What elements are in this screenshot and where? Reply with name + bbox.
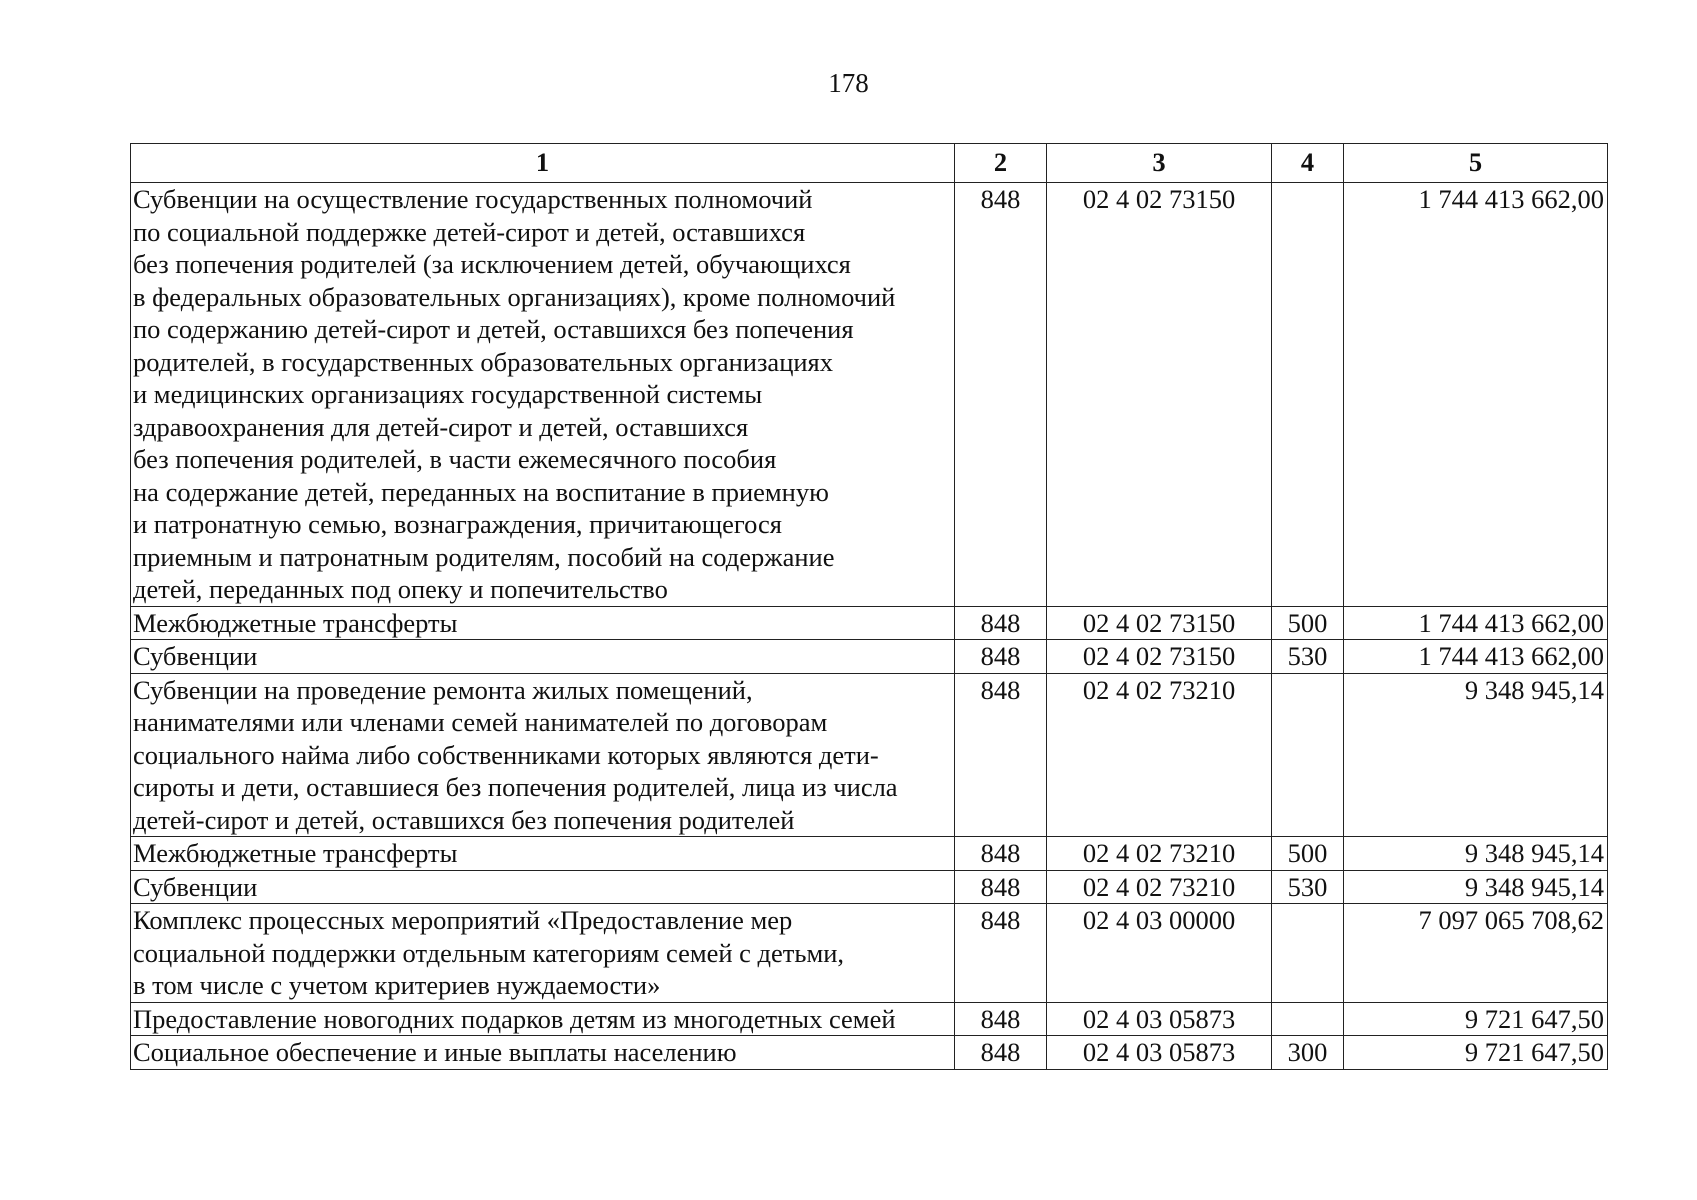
cell-type — [1272, 1002, 1344, 1036]
table-row — [131, 640, 1608, 674]
cell-name — [131, 904, 955, 1003]
cell-admin: 848 — [955, 870, 1047, 904]
cell-code: 02 4 02 73150 — [1047, 640, 1272, 674]
cell-name-line: на содержание детей, переданных на воспитание в приемную — [133, 476, 829, 507]
cell-name — [131, 1036, 955, 1070]
cell-type: 300 — [1272, 1036, 1344, 1070]
cell-name-line: детей-сирот и детей, оставшихся без попечения родителей — [133, 804, 795, 835]
cell-sum: 1 744 413 662,00 — [1344, 640, 1608, 674]
cell-type — [1272, 183, 1344, 607]
cell-sum: 9 348 945,14 — [1344, 870, 1608, 904]
cell-name-line: по социальной поддержке детей-сирот и детей, оставшихся — [133, 216, 806, 247]
cell-code: 02 4 02 73210 — [1047, 870, 1272, 904]
cell-name-line: и медицинских организациях государственной системы — [133, 379, 763, 409]
cell-name-line: Субвенции на осуществление государственных полномочий — [133, 184, 813, 214]
cell-admin: 848 — [955, 606, 1047, 640]
cell-type — [1272, 904, 1344, 1003]
cell-admin: 848 — [955, 837, 1047, 871]
table-header-row — [131, 144, 1608, 183]
cell-name-line: без попечения родителей, в части ежемесячного пособия — [133, 444, 777, 474]
table-row — [131, 606, 1608, 640]
cell-code: 02 4 03 05873 — [1047, 1002, 1272, 1036]
table-row — [131, 1036, 1608, 1070]
cell-name-line: нанимателями или членами семей нанимателей по договорам — [133, 707, 828, 737]
cell-admin: 848 — [955, 640, 1047, 674]
cell-sum: 9 348 945,14 — [1344, 837, 1608, 871]
table-row — [131, 673, 1608, 837]
cell-name — [131, 870, 955, 904]
column-header-code: 3 — [1047, 144, 1272, 183]
cell-name — [131, 837, 955, 871]
cell-name-line: Субвенции на проведение ремонта жилых помещений, — [133, 674, 753, 705]
cell-name — [131, 640, 955, 674]
table-row — [131, 183, 1608, 607]
table-row — [131, 904, 1608, 1003]
budget-table — [130, 143, 1608, 1070]
cell-code: 02 4 02 73150 — [1047, 183, 1272, 607]
table-row — [131, 1002, 1608, 1036]
cell-admin: 848 — [955, 1036, 1047, 1070]
cell-code: 02 4 03 05873 — [1047, 1036, 1272, 1070]
cell-name-line: сироты и дети, оставшиеся без попечения родителей, лица из числа — [133, 772, 898, 802]
cell-name-line: Комплекс процессных мероприятий «Предоставление мер — [133, 905, 793, 935]
cell-code: 02 4 02 73210 — [1047, 673, 1272, 837]
cell-code: 02 4 02 73210 — [1047, 837, 1272, 871]
cell-type: 500 — [1272, 837, 1344, 871]
cell-sum: 9 721 647,50 — [1344, 1002, 1608, 1036]
cell-sum: 1 744 413 662,00 — [1344, 606, 1608, 640]
column-header-admin: 2 — [955, 144, 1047, 183]
table-row — [131, 837, 1608, 871]
cell-sum: 9 721 647,50 — [1344, 1036, 1608, 1070]
cell-name-line: социальной поддержки отдельным категориям семей с детьми, — [133, 937, 845, 968]
page-number: 178 — [828, 68, 869, 98]
cell-name-line: по содержанию детей-сирот и детей, оставшихся без попечения — [133, 314, 854, 344]
cell-name — [131, 1002, 955, 1036]
cell-name — [131, 606, 955, 640]
cell-name-line: детей, переданных под опеку и попечительство — [133, 574, 668, 604]
column-header-sum: 5 — [1344, 144, 1608, 183]
cell-sum: 7 097 065 708,62 — [1344, 904, 1608, 1003]
cell-admin: 848 — [955, 904, 1047, 1003]
cell-type — [1272, 673, 1344, 837]
cell-sum: 1 744 413 662,00 — [1344, 183, 1608, 607]
cell-name-line: здравоохранения для детей-сирот и детей, оставшихся — [133, 411, 749, 442]
cell-name-line: Социальное обеспечение и иные выплаты населению — [133, 1037, 737, 1067]
cell-name-line: Субвенции — [133, 871, 258, 902]
cell-code: 02 4 03 00000 — [1047, 904, 1272, 1003]
cell-name-line: приемным и патронатным родителям, пособий на содержание — [133, 541, 835, 572]
cell-type: 500 — [1272, 606, 1344, 640]
cell-name-line: родителей, в государственных образовательных организациях — [133, 346, 833, 377]
cell-name-line: Субвенции — [133, 641, 258, 671]
cell-admin: 848 — [955, 1002, 1047, 1036]
cell-name — [131, 183, 955, 607]
cell-name-line: в федеральных образовательных организациях), кроме полномочий — [133, 281, 896, 312]
cell-name-line: Межбюджетные трансферты — [133, 838, 458, 868]
table-body — [131, 183, 1608, 1070]
cell-name — [131, 673, 955, 837]
cell-name-line: в том числе с учетом критериев нуждаемости» — [133, 970, 661, 1000]
cell-type: 530 — [1272, 640, 1344, 674]
cell-code: 02 4 02 73150 — [1047, 606, 1272, 640]
cell-admin: 848 — [955, 183, 1047, 607]
cell-name-line: социального найма либо собственниками которых являются дети- — [133, 739, 879, 770]
cell-name-line: без попечения родителей (за исключением детей, обучающихся — [133, 249, 851, 279]
cell-sum: 9 348 945,14 — [1344, 673, 1608, 837]
column-header-type: 4 — [1272, 144, 1344, 183]
cell-admin: 848 — [955, 673, 1047, 837]
cell-type: 530 — [1272, 870, 1344, 904]
column-header-name: 1 — [131, 144, 955, 183]
cell-name-line: Межбюджетные трансферты — [133, 607, 458, 638]
table-row — [131, 870, 1608, 904]
cell-name-line: и патронатную семью, вознаграждения, причитающегося — [133, 509, 782, 539]
cell-name-line: Предоставление новогодних подарков детям из многодетных семей — [133, 1003, 896, 1034]
